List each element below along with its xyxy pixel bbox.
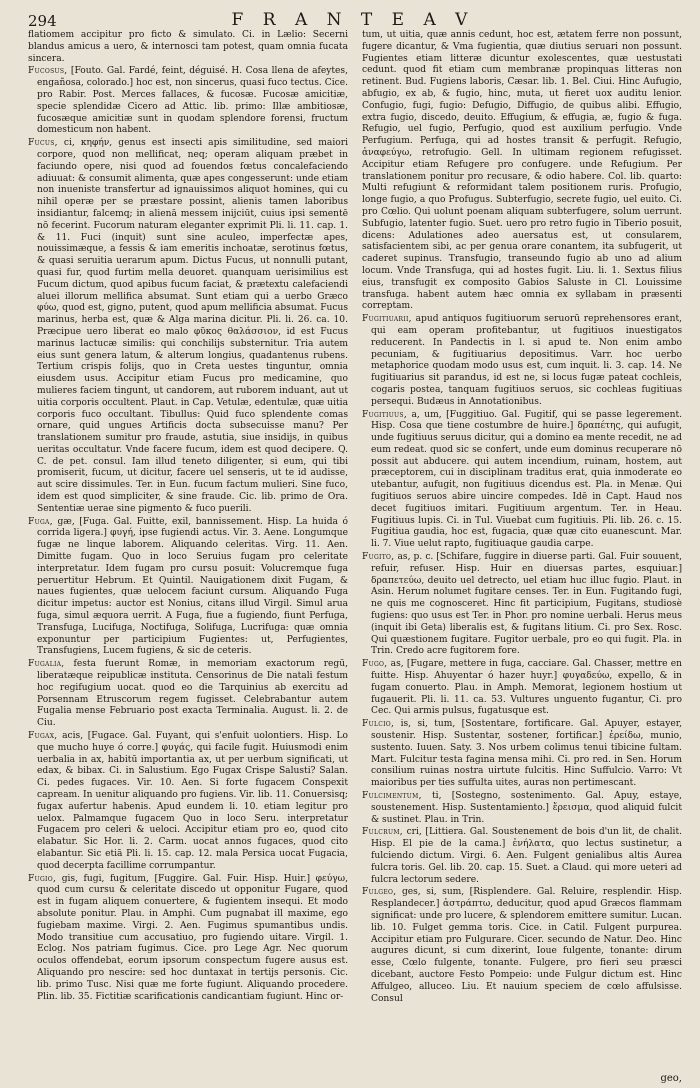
continued-text: tum, ut uitia, quæ annis cedunt, hoc est, ætatem ferre non possunt, fugere dicantur, & Vma fugientia, quæ diutius seruari non possunt. Fugientes etiam litteræ dicuntur exolescentes, quæ uestustati cedunt. quod fit etiam cum membranæ propinquas litteras non retinent. Bud. Fugiens laboris, Cæsar. lib. 1. Bel. Ciui. Hinc Aufugio, abfugio, ex ab, & fugio, hinc, muta, ut fieret uox auditu lenior. Confugio, fugi, fugio: Defugio, Diffugio, de quibus alibi. Effugio, extra fugio, discedo, deuito. Effugium, & effugia, æ, fugio & fuga. Refugio, uel fugio, Perfugio, quod est auxilium perfugio. Vnde Perfugium. Perfuga, qui ad hostes transit & perfugit. Refugio, ἀναφεύγω, retrofugio. Gell. In ultimam regionem refugisset. Accipitur etiam Refugere pro confugere. unde Refugium. Per translationem ponitur pro recusare, & odio habere. Col. lib. quarto: Multi refugiunt & reformidant talem positionem ruris. Profugio, longe fugio, a quo Profugus. Subterfugio, secrete fugio, uel euito. Ci. pro Cœlio. Qui uolunt poenam aliquam subterfugere, solum uerrunt. Subfugio, latenter fugio. Suet. uero pro retro fugio in Tiberio posuit, dicens: Adulationes adeo auersatus est, ut consularem, satisfacientem sibi, ac per genua orare conantem, ita subfugerit, ut caderet supinus. Transfugio, transeundo fugio ab uno ad alium locum. Vnde Transfuga, qui ad hostes fugit. Liu. li. 1. Sextus filius eius, transfugit ex composito Gabios Saluste in Cl. Louissime transfuga. habent autem hæc omnia ex syllabam in præsenti correptam.: [362, 30, 682, 312]
dictionary-entry: [362, 552, 682, 658]
page-number: 294: [28, 12, 57, 30]
right-column: [362, 30, 682, 1080]
entry-text: a, um, [Fuggitiuo. Gal. Fugitif, qui se passe legerement. Hisp. Cosa que tiene costumbre de huire.] δραπέτης, qui aufugit, unde fugitiuus seruus dicitur, qui a domino ea mente recedit, ne ad eum redeat. quod sic se confert, unde eum dominus recuperare nō possit aut abducere. qui autem incendium, ruinam, hostem, aut præceptorem, cui in disciplinam traditus erat, quia inmoderate eo utebantur, aufugit, non fugitiuus dicendus est. Pla. in Menæ. Qui fugitiuos seruos abire uincire compedes. Idē in Capt. Haud nos decet fugitiuos imitari. Fugitiuum argentum. Ter. in Heau. Fugitiuus lupis. Ci. in Tul. Viuebat cum fugitiuis. Pli. lib. 26. c. 15. Fugitiua gaudia, hoc est, fugacia, quæ quæ cito euanescunt. Mar. li. 7. Viue uelut rapto, fugitiuaque gaudia carpe.: [371, 409, 682, 550]
entry-headword: Fulcrum,: [362, 827, 403, 838]
entry-text: acis, [Fugace. Gal. Fuyant, qui s'enfuit uolontiers. Hisp. Lo que mucho huye ó corre.] φυγάς, qui facile fugit. Huiusmodi enim uerbalia in ax, habitū importantia ax, ut per uerbum significati, ut edax, & bibax. Ci. in Salustium. Ego Fugax Crispe Salusti? Salan. Ci. pedes fugaces. Vir. 10. Aen. Si forte fugacem Conspexit capream. In uenitur aliquando pro fugiens. Vir. lib. 11. Conuersisq; fugax aufertur habenis. Apud eundem li. 10. etiam legitur pro uelox. Palmamque fugacem Quo in loco Seru. interpretatur Fugacem pro celeri & ueloci. Accipitur etiam pro eo, quod cito elabatur. Sic Hor. li. 2. Carm. uocat annos fugaces, quod cito elabantur. Sic etiā Pli. li. 15. cap. 12. mala Persica uocat Fugacia, quod decerpta facillime corrumpantur.: [37, 731, 348, 871]
entry-text: is, si, tum, [Sostentare, fortificare. Gal. Apuyer, estayer, soustenir. Hisp. Sustentar, sostener, fortificar.] ἐρείδω, munio, sustento. Iuuen. Saty. 3. Nos urbem colimus tenui tibicine fultam. Mart. Fulcitur testa fagina mensa mihi. Ci. pro red. in Sen. Horum consilium ruinas nostra uirtute fulcitis. Hinc Suffulcio. Varro: Vt maioribus per ties suffulta uites, auras non pertimescant.: [371, 719, 682, 789]
running-head: F R A N T E A V: [231, 10, 475, 30]
entry-headword: Fucus,: [28, 138, 58, 149]
dictionary-entry: [362, 314, 682, 408]
dictionary-entry: [28, 874, 348, 1004]
entry-text: as, [Fugare, mettere in fuga, cacciare. Gal. Chasser, mettre en fuitte. Hisp. Ahuyentar ó hazer huyr.] φυγαδεύω, expello, & in fugam conuerto. Plau. in Amph. Memorat, legionem hostium ut fugauerit. Pli. li. 11. ca. 53. Vultures unguento fugantur, Ci. pro Cec. Qui armis pulsus, fugatusque est.: [371, 659, 682, 717]
entry-headword: Fucosus,: [28, 66, 68, 77]
dictionary-entry: [28, 731, 348, 873]
entry-headword: Fulcio,: [362, 719, 395, 730]
entry-text: ci, κηφήν, genus est insecti apis similitudine, sed maiori corpore, quod non mellificat, neq; operam aliquam præbet in faciundo opere, nisi quod ad fouendos fœtus concalefaciendo adiuuat: & consumit alimenta, quæ apes congesserunt: unde etiam non inueniste transfertur ad ignauissimos aliquot homines, qui cu nihil operæ per se præstare possint, alienis tamen laboribus insidiantur, falcemq; in alienā messem inijciūt, cuius ipsi sementē nō fecerint. Fucorum naturam eleganter exprimit Pli. li. 11. cap. 1. & 11. Fuci (inquit) sunt sine aculeo, imperfectæ apes, nouissimæque, a fessis & iam emeritis inchoatæ, serotinus fœtus, & quasi seruitia uerarum apum. Dictus Fucus, ut nonnulli putant, quasi fur, quod furtim mella deuoret. quanquam uerisimilius est Fucum dictum, quod apibus fucum faciat, & prætextu calefaciendi aluei illorum mellifica absumat. Sunt etiam qui a uerbo Græco φύω, quod est, gigno, putent, quod apum mellificia absumat. Fucus marinus, herba est, quæ & Alga marina dicitur. Pli. li. 26. ca. 10. Præcipue uero liberat eo malo φῦκος θαλάσσιον, id est Fucus marinus lactucæ similis: qui conchilijs substernitur. Tria autem eius sunt genera latum, & alterum longius, quadantenus rubens. Tertium crispis folijs, quo in Creta uestes tinguntur, omnia eiusdem usus. Accipitur etiam Fucus pro medicamine, quo mulieres faciem tingunt, ut candorem, aut ruborem induant, aut ut uitia corporis occultent. Plaut. in Cap. Vetulæ, edentulæ, quæ uitia corporis fuco occultant. Tibullus: Quid fuco splendente comas ornare, quid ungues Artificis docta subsecuisse manu? Per translationem sumitur pro fraude, astutia, siue insidijs, in quibus ueritas occultatur. Vnde facere fucum, idem est quod decipere. Q. C. de pet. consul. Iam illud teneto diligenter, si eum, qui tibi promiserit, fucum, ut dicitur, facere uel senseris, ut te id audisse, aut scire dissimules. Ter. in Eun. fucum factum mulieri. Sine fuco, idem est quod simpliciter, & sine fraude. Cic. lib. primo de Ora. Sententiæ uerae sine pigmento & fuco puerili.: [37, 138, 348, 514]
entry-headword: Fugitiuus,: [362, 409, 408, 420]
entry-text: [Fouto. Gal. Fardé, feint, déguisé. H. Cosa llena de afeytes, engañosa, colorado.] hoc est, non sincerus, quasi fuco tectus. Cice. pro Rabir. Post. Merces fallaces, & fucosæ. Fucosæ amicitiæ, specie splendidæ Cicero ad Attic. lib. primo: Illæ ambitiosæ, fucosæque amicitiæ sunt in quodam splendore forensi, fructum domesticum non habent.: [37, 66, 348, 136]
entry-headword: Fugalia,: [28, 659, 65, 670]
dictionary-entry: [362, 791, 682, 826]
entry-text: festa fuerunt Romæ, in memoriam exactorum regū, liberatæque reipublicæ instituta. Censorinus de Die natali festum hoc regifugium uocat. quod eo die Tarquinius ab exercitu ad Porsennam Etruscorum regem fugisset. Celebrabantur autem Fugalia mense Februario post exacta Terminalia. August. li. 2. de Ciu.: [37, 659, 348, 729]
entry-headword: Fulcimentum,: [362, 791, 422, 801]
catchword: geo,: [660, 1073, 682, 1084]
dictionary-entry: [28, 138, 348, 516]
entry-headword: Fugito,: [362, 552, 395, 563]
entry-text: as, p. c. [Schifare, fuggire in diuerse parti. Gal. Fuir souuent, refuir, refuser. Hisp. Huir en diuersas partes, esquiuar.] δραπετεύω, deuito uel detrecto, uel etiam huc illuc fugio. Plaut. in Asin. Herum nolumet fugitare censes. Ter. in Eun. Fugitando fugi, ne quis me cognosceret. Hinc fit participium, Fugitans, studiosè fugiens: quo usus est Ter. in Phor. pro nomine uerbali. Herus meus (inquit ibi Geta) liberalis est, & fugitans litium. Ci. pro Sex. Rosc. Qui quæstionem fugitare. Fugitor uerbale, pro eo qui fugit. Pla. in Trin. Credo acre fugitorem fore.: [371, 552, 682, 657]
page-header: [22, 10, 684, 32]
entry-text: cri, [Littiera. Gal. Soustenement de bois d'un lit, de chalit. Hisp. El pie de la cama.] ἐνήλατα, quo lectus sustinetur, a fulciendo dictum. Virgi. 6. Aen. Fulgent genialibus altis Aurea fulcra toris. Gel. lib. 20. cap. 15. Suet. a Claud. qui more ueteri ad fulcra lectorum sedere.: [371, 827, 682, 885]
dictionary-entry: [362, 659, 682, 718]
dictionary-entry: [28, 66, 348, 137]
entry-text: gæ, [Fuga. Gal. Fuitte, exil, bannissement. Hisp. La huida ó corrida ligera.] φυγή, ipse fugiendi actus. Vir. 3. Aene. Longumque fugæ ne linque laborem. Aliquando celeritas. Virg. 11. Aen. Dimitte fugam. Quo in loco Seruius fugam pro celeritate interpretatur. Idem fugam pro cursu posuit: Volucremque fuga peruertitur Hebrum. Et Quintil. Nauigationem dixit Fugam, & naues fugientes, quæ uelocem faciunt cursum. Aliquando Fuga dicitur impetus: auctor est Nonius, citans illud Virgil. Simul arua fuga, simul æquora uerrit. A Fuga, fiue a fugiendo, fiunt Perfuga, Transfuga, Lucifuga, Noctifuga, Solifuga, Lucrifuga: quæ omnia exponuntur per participium Fugientes: ut, Perfugientes, Transfugiens, Lucem fugiens, & sic de ceteris.: [37, 516, 348, 657]
entry-text: ges, si, sum, [Risplendere. Gal. Reluire, resplendir. Hisp. Resplandecer.] ἀστράπτω, deducitur, quod apud Græcos flammam significat: unde pro lucere, & splendorem emittere sumitur. Lucan. lib. 10. Fulget gemma toris. Cice. in Catil. Fulgent purpurea. Accipitur etiam pro Fulgurare. Cicer. secundo de Natur. Deo. Hinc augures dicunt, si cum dixerint, Ioue fulgente, tonante: dirum esse, Cœlo fulgente, tonante. Fulgere, pro fieri seu præsci dicebant, auctore Festo Pompeio: unde Fulgur dictum est. Hinc Affulgeo, alluceo. Liu. Et nauium speciem de cœlo affulsisse. Consul: [371, 887, 682, 1004]
entry-headword: Fugo,: [362, 659, 388, 670]
continued-text: flatiomem accipitur pro ficto & simulato. Ci. in Lælio: Secerni blandus amicus a uero, & internosci tam potest, quam omnia fucata sincera.: [28, 30, 348, 64]
entry-headword: Fugio,: [28, 873, 57, 884]
dictionary-entry: [362, 887, 682, 1005]
entry-text: apud antiquos fugitiuorum seruorū reprehensores erant, qui eam operam profitebantur, ut fugitiuos inuestigatos reducerent. In Pandectis in l. si apud te. Non enim ambo pecuniam, & fugitiuarius depositimus. Varr. hoc uerbo metaphorice quodam modo usus est, cum inquit. li. 3. cap. 14. Ne fugitiuarius sit parandus, id est ne, si locus fugæ pateat cochleis, cogaris postea, tanquam fugitiuos seruos, sic cochleas fugitiuas persequi. Budæus in Annotationibus.: [371, 314, 682, 407]
dictionary-entry: [28, 659, 348, 730]
entry-headword: Fugax,: [28, 731, 58, 742]
left-column: [28, 30, 348, 1080]
text-columns: [28, 30, 682, 1080]
dictionary-entry: [362, 827, 682, 886]
entry-headword: Fuga,: [28, 516, 53, 527]
entry-headword: Fugitiuarii,: [362, 314, 412, 325]
entry-text: gis, fugi, fugitum, [Fuggire. Gal. Fuir. Hisp. Huir.] φεύγω, quod cum cursu & celeritate discedo ut opponitur Fugare, quod est in fugam aliquem conuertere, & fugientem insequi. Et modo absolute ponitur. Plau. in Amphi. Cum pugnabat ill maxime, ego fugiebam maxime. Virgi. 2. Aen. Fugimus spumantibus undis. Modo transitiue cum accusatiuo, pro fugiendo uitare. Virgil. 1. Eclog. Nos patriam fugimus. Cice. pro Lege Agr. Nec quorum oculos offendebat, eorum ipsorum conspectum fugere ausus est. Aliquando pro nescire: sed hoc duntaxat in tertijs personis. Cic. lib. primo Tusc. Nisi quæ me forte fugiunt. Aliquando procedere. Plin. lib. 35. Fictitiæ scarificationis candicantiam fugiunt. Hinc or-: [37, 873, 348, 1002]
dictionary-entry: [362, 719, 682, 790]
entry-headword: Fulgeo,: [362, 887, 397, 898]
entry-text: ti, [Sostegno, sostenimento. Gal. Apuy, estaye, soustenement. Hisp. Sustentamiento.] ἔρεισμα, quod aliquid fulcit & sustinet. Plau. in Trin.: [371, 791, 682, 825]
dictionary-entry: [362, 410, 682, 552]
dictionary-entry: [28, 517, 348, 659]
